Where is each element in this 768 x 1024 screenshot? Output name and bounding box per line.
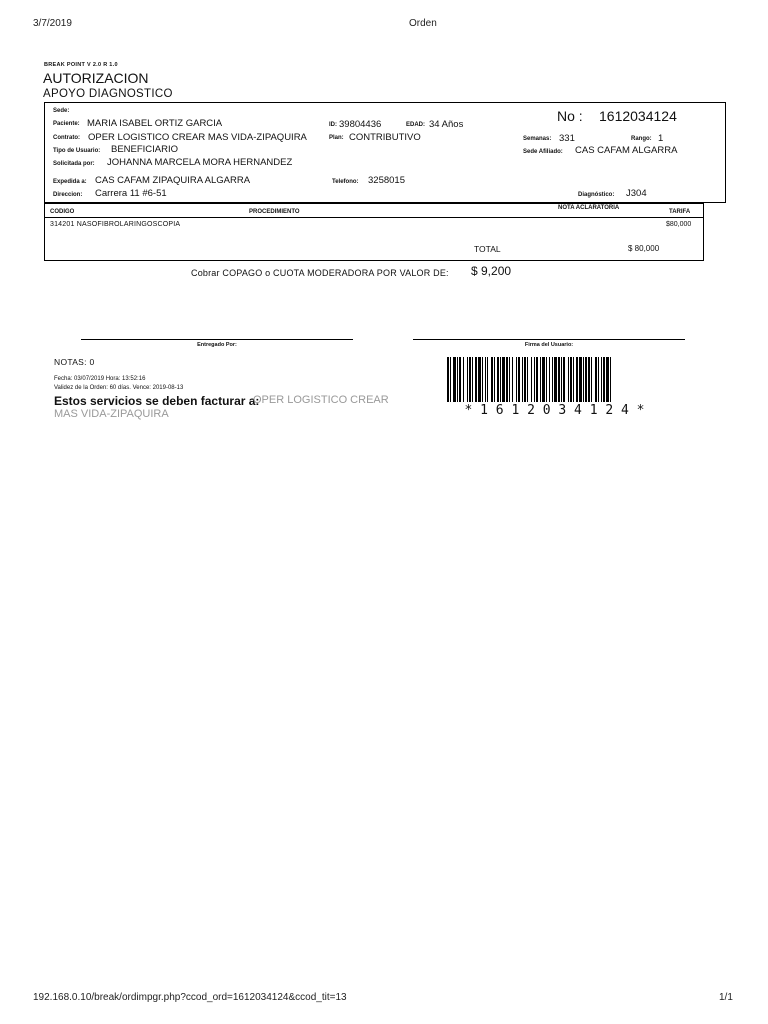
contrato-label: Contrato: (53, 135, 80, 141)
entregado-label: Entregado Por: (197, 342, 237, 348)
validez-line: Validez de la Orden: 60 días. Vence: 2019-08-13 (54, 385, 184, 391)
barcode-image (447, 357, 662, 402)
id-value: 39804436 (339, 119, 382, 130)
plan-label: Plan: (329, 135, 344, 141)
entregado-signature-line (81, 339, 353, 340)
edad-value: 34 Años (429, 119, 464, 130)
expedida-label: Expedida a: (53, 179, 87, 185)
procedures-header-divider (45, 217, 703, 218)
direccion-value: Carrera 11 #6-51 (95, 188, 167, 199)
barcode-text: * 1 6 1 2 0 3 4 1 2 4 * (464, 403, 645, 418)
contrato-value: OPER LOGISTICO CREAR MAS VIDA-ZIPAQUIRA (88, 132, 307, 143)
col-procedimiento: PROCEDIMIENTO (249, 209, 300, 215)
rango-value: 1 (658, 133, 664, 144)
notas-text: NOTAS: 0 (54, 357, 95, 367)
print-page-number: 1/1 (719, 992, 733, 1003)
col-codigo: CODIGO (50, 209, 75, 215)
paciente-label: Paciente: (53, 121, 80, 127)
fecha-hora-line: Fecha: 03/07/2019 Hora: 13:52:16 (54, 376, 146, 382)
id-label: ID: (329, 122, 337, 128)
facturar-value-line2: MAS VIDA-ZIPAQUIRA (54, 408, 169, 420)
sede-afiliado-value: CAS CAFAM ALGARRA (575, 145, 678, 156)
total-label: TOTAL (474, 244, 501, 254)
order-number-value: 1612034124 (599, 108, 677, 124)
order-number-label: No : (557, 108, 583, 124)
solicitada-label: Solicitada por: (53, 161, 95, 167)
paciente-value: MARIA ISABEL ORTIZ GARCIA (87, 118, 223, 129)
tipo-usuario-value: BENEFICIARIO (111, 144, 179, 155)
tipo-usuario-label: Tipo de Usuario: (53, 148, 101, 154)
procedure-row-line: 314201 NASOFIBROLARINGOSCOPIA (50, 221, 181, 228)
edad-label: EDAD: (406, 122, 425, 128)
print-date: 3/7/2019 (33, 18, 72, 29)
rango-label: Rango: (631, 136, 652, 142)
facturar-value-line1: OPER LOGISTICO CREAR (253, 394, 389, 406)
firma-label: Firma del Usuario: (524, 342, 574, 348)
sede-afiliado-label: Sede Afiliado: (523, 149, 563, 155)
copago-value: $ 9,200 (471, 264, 512, 278)
sede-label: Sede: (53, 108, 70, 114)
diagnostico-label: Diagnóstico: (578, 192, 615, 198)
version-label: BREAK POINT V 2.0 R 1.0 (44, 62, 118, 68)
expedida-value: CAS CAFAM ZIPAQUIRA ALGARRA (95, 175, 251, 186)
col-tarifa: TARIFA (669, 209, 691, 215)
total-value: $ 80,000 (628, 244, 660, 253)
procedure-row-tarifa: $80,000 (666, 221, 692, 228)
doc-subtitle: APOYO DIAGNOSTICO (43, 88, 173, 100)
direccion-label: Direccion: (53, 192, 83, 198)
diagnostico-value: J304 (626, 188, 647, 199)
semanas-value: 331 (559, 133, 575, 144)
firma-signature-line (413, 339, 685, 340)
semanas-label: Semanas: (523, 136, 552, 142)
plan-value: CONTRIBUTIVO (349, 132, 421, 143)
procedures-box (44, 203, 704, 261)
solicitada-value: JOHANNA MARCELA MORA HERNANDEZ (107, 157, 293, 168)
print-title: Orden (409, 18, 437, 29)
copago-text: Cobrar COPAGO o CUOTA MODERADORA POR VALOR DE: (191, 268, 449, 278)
col-nota-aclaratoria: NOTA ACLARATORIA (558, 205, 620, 211)
telefono-label: Telefono: (332, 179, 359, 185)
facturar-label: Estos servicios se deben facturar a: (54, 394, 260, 408)
telefono-value: 3258015 (368, 175, 405, 186)
print-url: 192.168.0.10/break/ordimpgr.php?ccod_ord=1612034124&ccod_tit=13 (33, 992, 347, 1003)
doc-title: AUTORIZACION (43, 70, 149, 86)
